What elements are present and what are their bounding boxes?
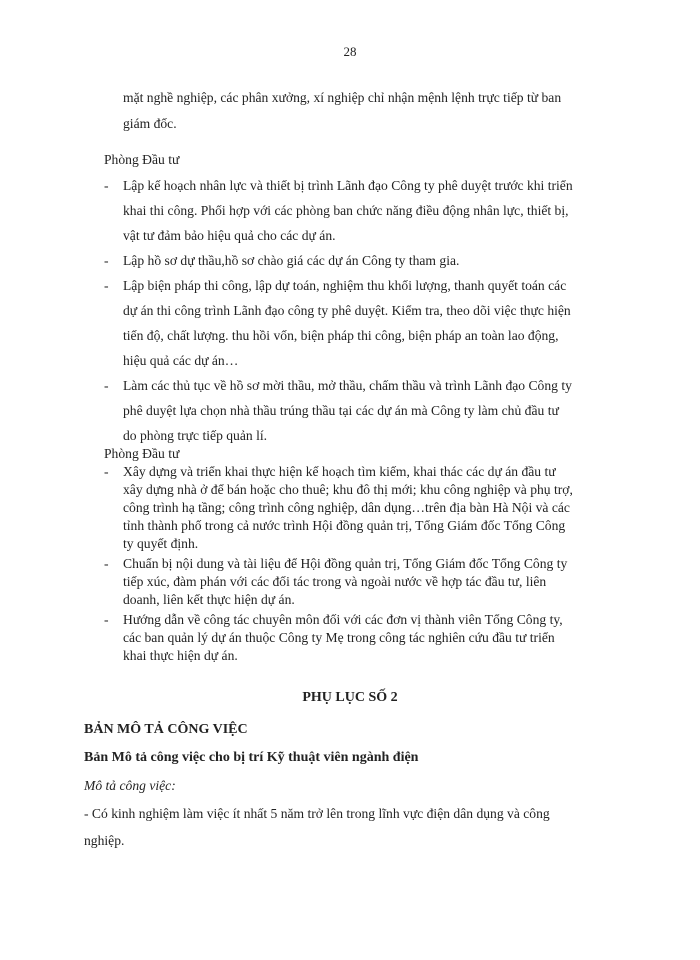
page-number: 28 [343, 44, 357, 59]
s1-item3-line2: dự án thi công trình Lãnh đạo công ty phê duyệt. Kiểm tra, theo dõi việc thực hiện [123, 303, 571, 318]
job-desc-line-1: - Có kinh nghiệm làm việc ít nhất 5 năm trở lên trong lĩnh vực điện dân dụng và công [84, 806, 550, 821]
bullet-dash: - [104, 556, 109, 571]
s2-item1-line2: xây dựng nhà ở để bán hoặc cho thuê; khu đô thị mới; khu công nghiệp và phụ trợ, [123, 482, 573, 497]
job-desc-heading: BẢN MÔ TẢ CÔNG VIỆC [84, 722, 248, 737]
s2-item3-line2: các ban quản lý dự án thuộc Công ty Mẹ trong công tác nghiên cứu đầu tư triển [123, 630, 555, 645]
intro-line-1: mặt nghề nghiệp, các phân xưởng, xí nghiệp chỉ nhận mệnh lệnh trực tiếp từ ban [123, 90, 562, 105]
s2-item1-line4: tỉnh thành phố trong cả nước trình Hội đồng quản trị, Tổng Giám đốc Tổng Công [123, 518, 566, 533]
job-desc-label: Mô tả công việc: [84, 778, 176, 793]
bullet-dash: - [104, 378, 109, 393]
s2-item1-line5: ty quyết định. [123, 536, 199, 551]
s1-item1-line2: khai thi công. Phối hợp với các phòng ban chức năng điều động nhân lực, thiết bị, [123, 203, 569, 218]
bullet-dash: - [104, 178, 109, 193]
bullet-dash: - [104, 278, 109, 293]
s1-item4-line3: do phòng trực tiếp quản lí. [123, 428, 268, 443]
s2-item2-line3: doanh, liên kết thực hiện dự án. [123, 592, 295, 607]
s1-item3-line4: hiệu quả các dự án… [123, 353, 239, 368]
appendix-title: PHỤ LỤC SỐ 2 [302, 690, 398, 705]
s2-item1-line1: Xây dựng và triển khai thực hiện kế hoạch tìm kiếm, khai thác các dự án đầu tư [123, 464, 556, 479]
s1-item3-line3: tiến độ, chất lượng. thu hồi vốn, biện pháp thi công, biện pháp an toàn lao động, [123, 328, 559, 343]
bullet-dash: - [104, 464, 109, 479]
section2-title: Phòng Đầu tư [104, 446, 180, 461]
s1-item4-line2: phê duyệt lựa chọn nhà thầu trúng thầu tại các dự án mà Công ty làm chủ đầu tư [123, 403, 559, 418]
job-desc-line-2: nghiệp. [84, 833, 125, 848]
s1-item3-line1: Lập biện pháp thi công, lập dự toán, nghiệm thu khối lượng, thanh quyết toán các [123, 278, 567, 293]
s2-item2-line2: tiếp xúc, đàm phán với các đối tác trong và ngoài nước về hợp tác đầu tư, liên [123, 574, 547, 589]
intro-line-2: giám đốc. [123, 116, 177, 131]
s2-item3-line3: khai thực hiện dự án. [123, 648, 238, 663]
s2-item1-line3: công trình hạ tầng; công trình công nghiệp, dân dụng…trên địa bàn Hà Nội và các [123, 500, 570, 515]
s1-item1-line1: Lập kế hoạch nhân lực và thiết bị trình Lãnh đạo Công ty phê duyệt trước khi triển [123, 178, 573, 193]
bullet-dash: - [104, 612, 109, 627]
s1-item1-line3: vật tư đảm bảo hiệu quả cho các dự án. [123, 228, 336, 243]
s2-item2-line1: Chuẩn bị nội dung và tài liệu để Hội đồng quản trị, Tổng Giám đốc Tổng Công ty [123, 556, 568, 571]
s1-item2-line1: Lập hồ sơ dự thầu,hồ sơ chào giá các dự án Công ty tham gia. [123, 253, 460, 268]
job-desc-subheading: Bản Mô tả công việc cho bị trí Kỹ thuật viên ngành điện [84, 750, 419, 765]
s2-item3-line1: Hướng dẫn về công tác chuyên môn đối với các đơn vị thành viên Tổng Công ty, [123, 612, 563, 627]
s1-item4-line1: Làm các thủ tục về hồ sơ mời thầu, mở thầu, chấm thầu và trình Lãnh đạo Công ty [123, 378, 572, 393]
bullet-dash: - [104, 253, 109, 268]
section1-title: Phòng Đầu tư [104, 152, 180, 167]
